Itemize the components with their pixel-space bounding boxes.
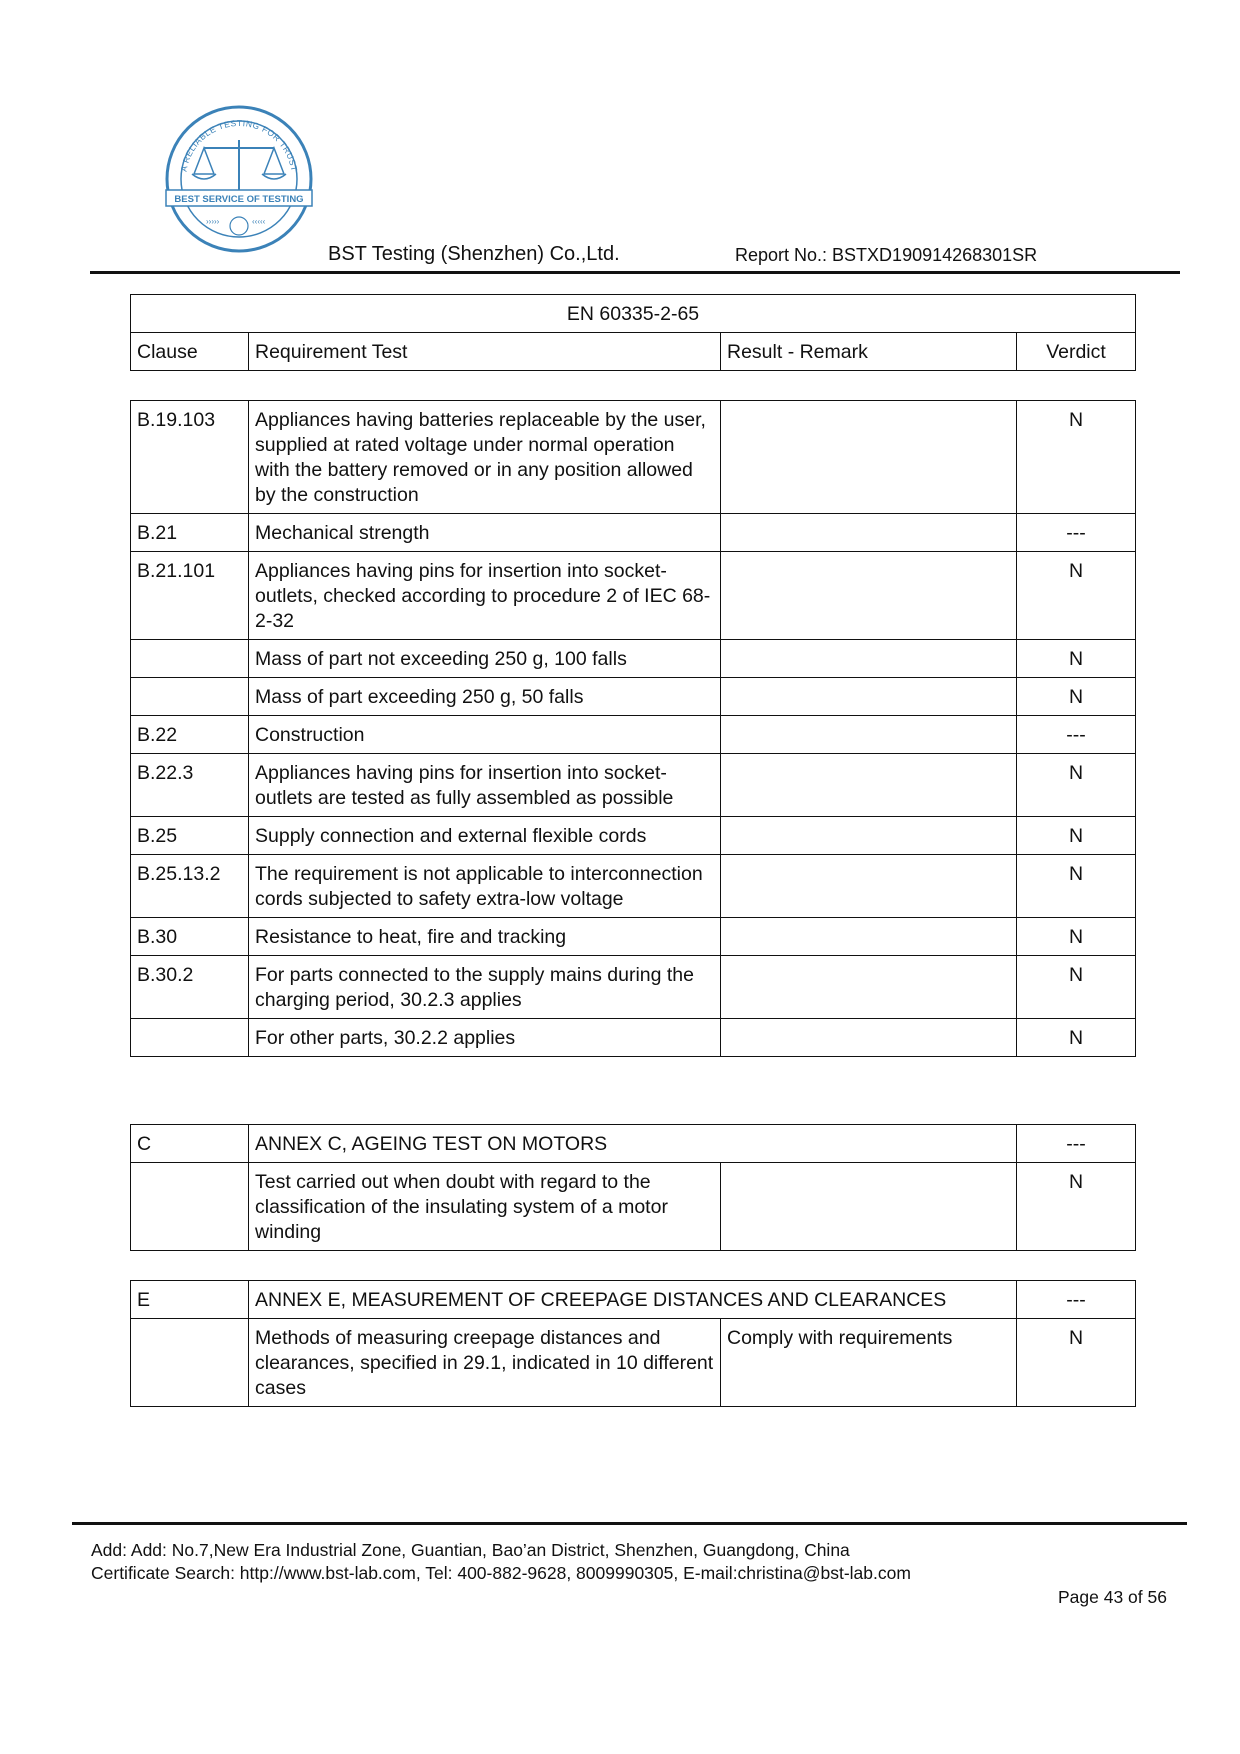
result-cell xyxy=(721,918,1017,956)
result-cell xyxy=(721,817,1017,855)
column-header-clause: Clause xyxy=(131,333,249,371)
table-row xyxy=(131,918,1136,956)
annex-title: ANNEX C, AGEING TEST ON MOTORS xyxy=(249,1125,1017,1163)
clause-cell: B.19.103 xyxy=(131,401,249,514)
requirement-cell: Appliances having pins for insertion into socket-outlets, checked according to procedure 2 of IEC 68-2-32 xyxy=(249,552,721,640)
table-row xyxy=(131,678,1136,716)
standard-title: EN 60335-2-65 xyxy=(131,295,1136,333)
verdict-cell: N xyxy=(1017,956,1136,1019)
clause-cell: E xyxy=(131,1281,249,1319)
table-row xyxy=(131,855,1136,918)
column-header-result: Result - Remark xyxy=(721,333,1017,371)
result-cell xyxy=(721,678,1017,716)
footer-certificate-search: Certificate Search: http://www.bst-lab.com, Tel: 400-882-9628, 8009990305, E-mail:christina@bst-lab.com xyxy=(91,1563,911,1583)
table-row xyxy=(131,640,1136,678)
result-cell: Comply with requirements xyxy=(721,1319,1017,1407)
requirement-cell: Mass of part not exceeding 250 g, 100 falls xyxy=(249,640,721,678)
table-row xyxy=(131,1125,1136,1163)
clause-cell: B.22 xyxy=(131,716,249,754)
table-row xyxy=(131,1019,1136,1057)
result-cell xyxy=(721,1163,1017,1251)
footer-address: Add: Add: No.7,New Era Industrial Zone, Guantian, Bao’an District, Shenzhen, Guangdong, China xyxy=(91,1540,850,1560)
table-row xyxy=(131,1163,1136,1251)
logo-band-text: BEST SERVICE OF TESTING xyxy=(174,194,304,205)
clause-cell: B.25 xyxy=(131,817,249,855)
clause-cell xyxy=(131,678,249,716)
clause-cell xyxy=(131,640,249,678)
clause-cell xyxy=(131,1163,249,1251)
svg-text:›››››: ››››› xyxy=(206,217,220,226)
clause-cell: C xyxy=(131,1125,249,1163)
requirement-cell: Mass of part exceeding 250 g, 50 falls xyxy=(249,678,721,716)
verdict-cell: N xyxy=(1017,640,1136,678)
table-row xyxy=(131,754,1136,817)
result-cell xyxy=(721,552,1017,640)
verdict-cell: N xyxy=(1017,918,1136,956)
table-row xyxy=(131,552,1136,640)
verdict-cell: N xyxy=(1017,1319,1136,1407)
verdict-cell: --- xyxy=(1017,1125,1136,1163)
result-cell xyxy=(721,716,1017,754)
verdict-cell: --- xyxy=(1017,716,1136,754)
result-cell xyxy=(721,754,1017,817)
verdict-cell: N xyxy=(1017,401,1136,514)
bst-seal-logo xyxy=(164,104,314,254)
table-row xyxy=(131,716,1136,754)
clauses-table-body xyxy=(131,401,1136,1057)
clause-cell xyxy=(131,1019,249,1057)
column-header-verdict: Verdict xyxy=(1017,333,1136,371)
clause-cell: B.30.2 xyxy=(131,956,249,1019)
requirement-cell: Supply connection and external flexible cords xyxy=(249,817,721,855)
report-number: Report No.: BSTXD190914268301SR xyxy=(735,245,1038,265)
verdict-cell: N xyxy=(1017,1019,1136,1057)
verdict-cell: N xyxy=(1017,552,1136,640)
result-cell xyxy=(721,855,1017,918)
result-cell xyxy=(721,956,1017,1019)
company-name: BST Testing (Shenzhen) Co.,Ltd. xyxy=(328,243,620,265)
requirement-cell: Appliances having pins for insertion into socket-outlets are tested as fully assembled as possible xyxy=(249,754,721,817)
clause-cell: B.21 xyxy=(131,514,249,552)
verdict-cell: N xyxy=(1017,678,1136,716)
clause-cell: B.21.101 xyxy=(131,552,249,640)
result-cell xyxy=(721,1019,1017,1057)
clause-cell xyxy=(131,1319,249,1407)
table-row xyxy=(131,1281,1136,1319)
requirement-cell: Test carried out when doubt with regard to the classification of the insulating system of a motor winding xyxy=(249,1163,721,1251)
requirement-cell: For other parts, 30.2.2 applies xyxy=(249,1019,721,1057)
table-row xyxy=(131,1319,1136,1407)
requirement-cell: Resistance to heat, fire and tracking xyxy=(249,918,721,956)
verdict-cell: --- xyxy=(1017,1281,1136,1319)
result-cell xyxy=(721,640,1017,678)
page-number: Page 43 of 56 xyxy=(1058,1587,1167,1607)
verdict-cell: N xyxy=(1017,1163,1136,1251)
annex-title: ANNEX E, MEASUREMENT OF CREEPAGE DISTANCES AND CLEARANCES xyxy=(249,1281,1017,1319)
requirement-cell: For parts connected to the supply mains during the charging period, 30.2.3 applies xyxy=(249,956,721,1019)
column-header-requirement: Requirement Test xyxy=(249,333,721,371)
clause-cell: B.22.3 xyxy=(131,754,249,817)
clause-cell: B.25.13.2 xyxy=(131,855,249,918)
verdict-cell: --- xyxy=(1017,514,1136,552)
svg-text:‹‹‹‹‹: ‹‹‹‹‹ xyxy=(252,217,266,226)
result-cell xyxy=(721,514,1017,552)
logo-arc-text: A RELIABLE TESTING FOR TRUST xyxy=(178,117,300,173)
table-row xyxy=(131,956,1136,1019)
verdict-cell: N xyxy=(1017,817,1136,855)
requirement-cell: Appliances having batteries replaceable by the user, supplied at rated voltage under normal operation with the battery removed or in any position allowed by the construction xyxy=(249,401,721,514)
requirement-cell: Mechanical strength xyxy=(249,514,721,552)
result-cell xyxy=(721,401,1017,514)
requirement-cell: Methods of measuring creepage distances and clearances, specified in 29.1, indicated in 10 different cases xyxy=(249,1319,721,1407)
table-row xyxy=(131,817,1136,855)
requirement-cell: Construction xyxy=(249,716,721,754)
clause-cell: B.30 xyxy=(131,918,249,956)
table-row xyxy=(131,514,1136,552)
clauses-table-b xyxy=(130,400,1136,1057)
table-row xyxy=(131,401,1136,514)
verdict-cell: N xyxy=(1017,855,1136,918)
standard-header-table xyxy=(130,294,1136,371)
footer-divider xyxy=(72,1522,1187,1525)
verdict-cell: N xyxy=(1017,754,1136,817)
annex-e-table xyxy=(130,1280,1136,1407)
header-divider xyxy=(90,271,1180,274)
requirement-cell: The requirement is not applicable to interconnection cords subjected to safety extra-low voltage xyxy=(249,855,721,918)
annex-c-table xyxy=(130,1124,1136,1251)
